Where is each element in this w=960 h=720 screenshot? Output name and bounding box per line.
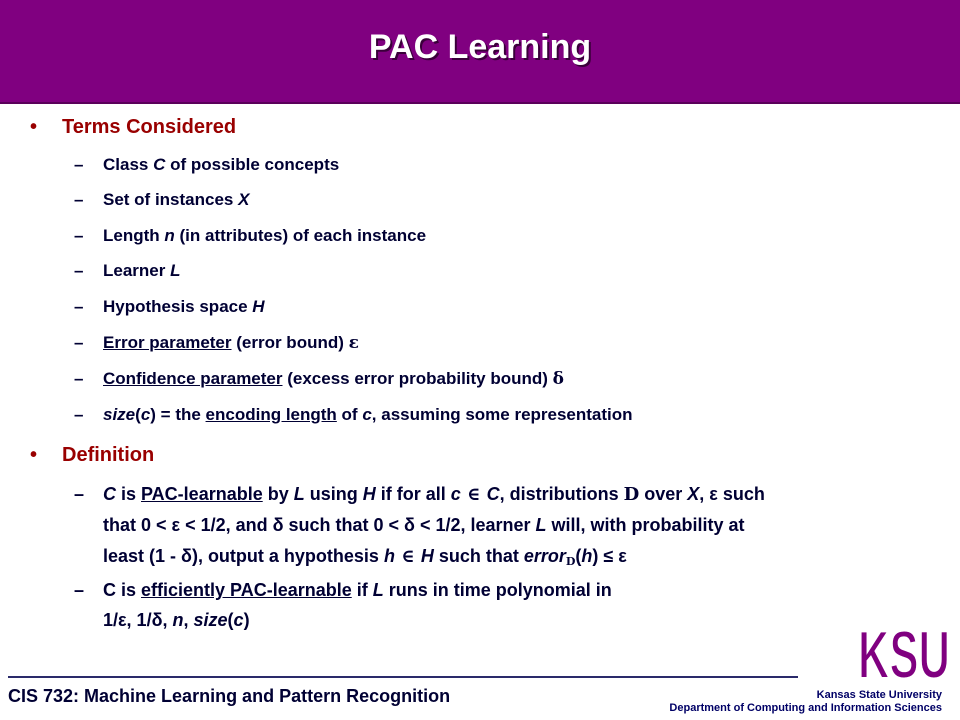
section-heading: Terms Considered: [62, 116, 237, 138]
term-item: – Error parameter (error bound) ε: [74, 333, 359, 353]
definition-pac-learnable: – C is PAC-learnable by L using H if for all c ∈ C, distributions D over X, ε such that 0 < ε < 1/2, and δ such that 0 < δ < 1/2, learner L will, with probability at least (1 - δ), output a hypothesis h ∈ H such that error$_D$(h) ≤ ε: [74, 484, 765, 568]
bullet-definition: [30, 444, 154, 467]
department-name: Department of Computing and Information Sciences: [669, 702, 942, 714]
university-name: Kansas State University: [816, 689, 942, 701]
university-block: [669, 689, 942, 715]
term-item: – size(c) = the encoding length of c, assuming some representation: [74, 405, 633, 424]
bullet-icon: •: [30, 444, 38, 466]
section-heading: Definition: [62, 444, 155, 466]
ksu-logo-icon: [856, 618, 952, 684]
term-item: – Class C of possible concepts: [74, 155, 340, 174]
logo-text: KSU: [858, 618, 950, 684]
slide-title: PAC Learning: [368, 28, 592, 66]
term-item: – Learner L: [74, 261, 181, 280]
definition-efficiently-pac-learnable: – C is efficiently PAC-learnable if L runs in time polynomial in 1/ε, 1/δ, n, size(c): [74, 580, 612, 630]
term-item: – Hypothesis space H: [74, 297, 265, 316]
footer-divider: [8, 676, 798, 678]
course-name: CIS 732: Machine Learning and Pattern Recognition: [8, 686, 451, 706]
term-item: – Length n (in attributes) of each instance: [74, 226, 427, 245]
title-bar: [0, 0, 960, 104]
bullet-terms-considered: [30, 116, 236, 139]
bullet-icon: •: [30, 116, 38, 138]
term-item: – Confidence parameter (excess error probability bound) δ: [74, 369, 565, 389]
term-item: – Set of instances X: [74, 190, 250, 209]
